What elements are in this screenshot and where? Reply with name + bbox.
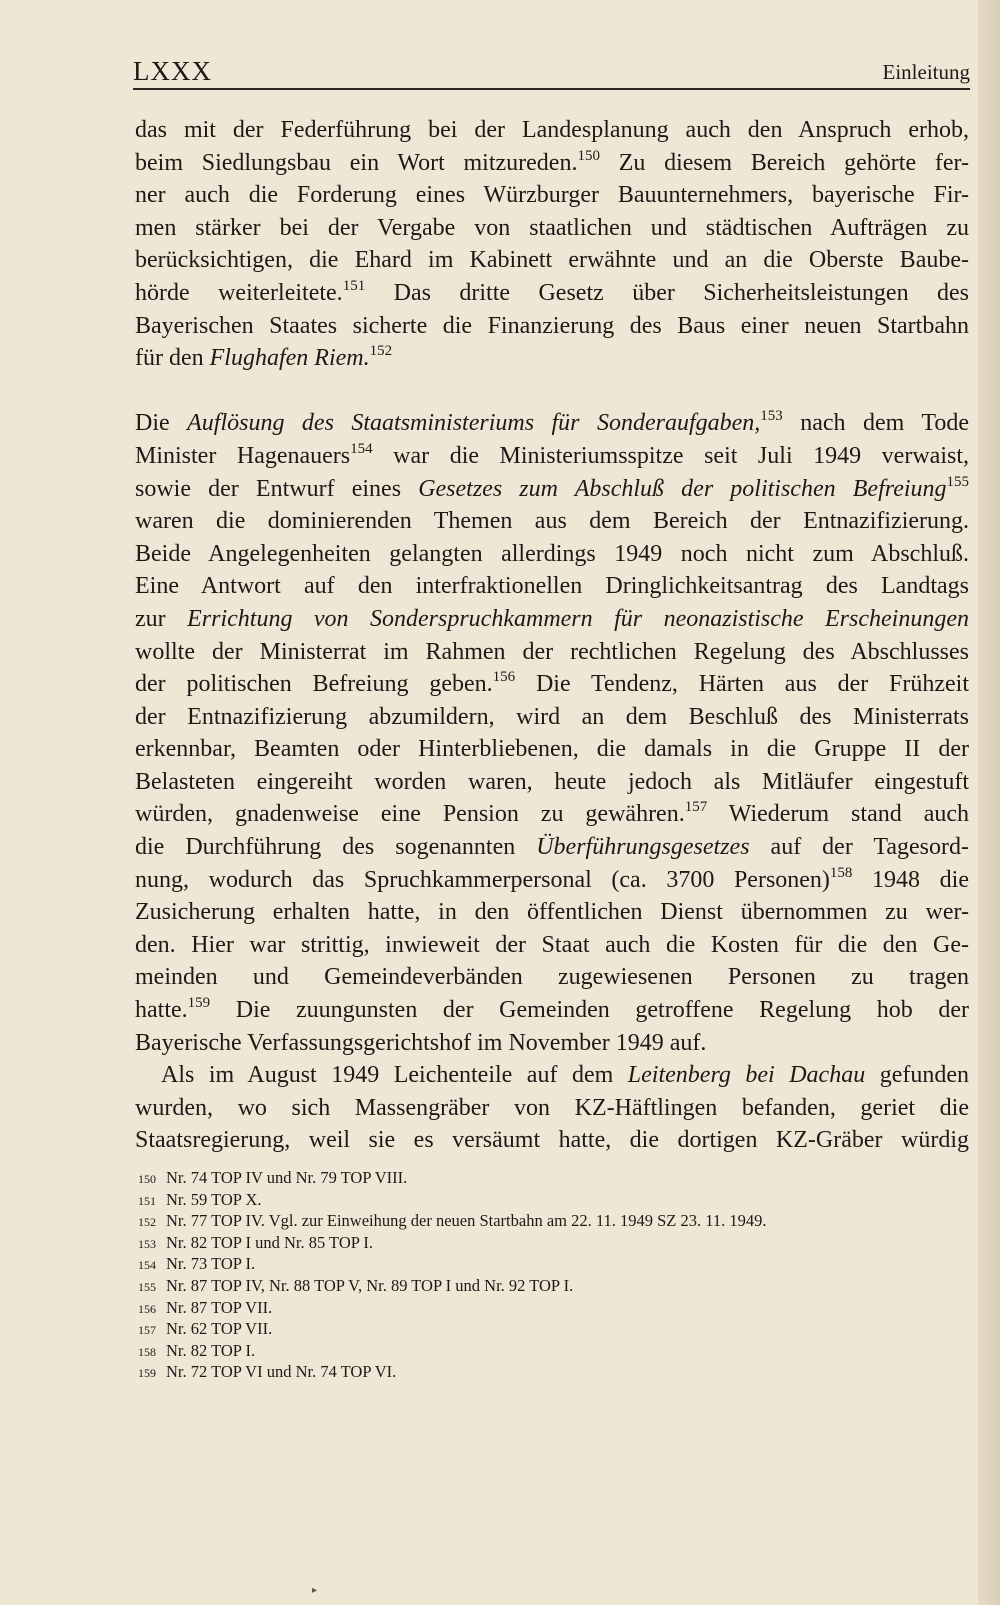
footnote-ref[interactable]: 158 (829, 864, 853, 881)
running-header (133, 52, 970, 86)
text-line: Beide Angelegenheiten gelangten allerdings 1949 noch nicht zum Abschluß. (135, 540, 969, 567)
page-number: LXXX (133, 56, 212, 86)
main-text (135, 114, 969, 1157)
footnote-ref[interactable]: 150 (577, 147, 600, 164)
text-line: Zusicherung erhalten hatte, in den öffentlichen Dienst übernommen zu wer- (135, 899, 969, 926)
text-line: berücksichtigen, die Ehard im Kabinett erwähnte und an die Oberste Baube- (135, 247, 969, 274)
text-line: Minister Hagenauers$^{154}$ war die Ministeriumsspitze seit Juli 1949 verwaist, (135, 440, 969, 469)
text-line: waren die dominierenden Themen aus dem Bereich der Entnazifizierung. (135, 508, 969, 535)
footnote: 154 Nr. 73 TOP I. (138, 1254, 256, 1274)
text-line: Eine Antwort auf den interfraktionellen Dringlichkeitsantrag des Landtags (135, 573, 969, 600)
text-line: Bayerische Verfassungsgerichtshof im November 1949 auf. (135, 1029, 707, 1056)
footnote: 157 Nr. 62 TOP VII. (138, 1319, 273, 1339)
footnote: 151 Nr. 59 TOP X. (138, 1189, 262, 1209)
footnote-ref[interactable]: 154 (350, 440, 373, 457)
footnote-ref[interactable]: 152 (369, 343, 393, 360)
text-line: Als im August 1949 Leichenteile auf dem Leitenberg bei Dachau gefunden (161, 1062, 970, 1089)
text-line: Bayerischen Staates sicherte die Finanzierung des Baus einer neuen Startbahn (135, 312, 969, 339)
footnote-ref[interactable]: 151 (342, 277, 366, 294)
footnote-ref[interactable]: 159 (187, 995, 211, 1012)
text-line: den. Hier war strittig, inwieweit der Staat auch die Kosten für die den Ge- (135, 931, 969, 958)
text-line: erkennbar, Beamten oder Hinterbliebenen, die damals in die Gruppe II der (135, 736, 969, 763)
text-line: men stärker bei der Vergabe von staatlichen und städtischen Aufträgen zu (135, 214, 969, 241)
text-line: meinden und Gemeindeverbänden zugewiesenen Personen zu tragen (135, 964, 969, 991)
text-line: nung, wodurch das Spruchkammerpersonal (ca. 3700 Personen)$^{158}$ 1948 die (135, 864, 969, 893)
text-line: wollte der Ministerrat im Rahmen der rechtlichen Regelung des Abschlusses (135, 638, 969, 665)
footnote-ref[interactable]: 156 (492, 669, 516, 686)
text-line: würden, gnadenweise eine Pension zu gewähren.$^{157}$ Wiederum stand auch (135, 799, 969, 828)
text-line: hörde weiterleitete.$^{151}$ Das dritte Gesetz über Sicherheitsleistungen des (135, 277, 969, 306)
text-line: Die Auflösung des Staatsministeriums für Sonderaufgaben,$^{153}$ nach dem Tode (135, 408, 970, 437)
footnote: 156 Nr. 87 TOP VII. (138, 1297, 273, 1317)
text-line: hatte.$^{159}$ Die zuungunsten der Gemeinden getroffene Regelung hob der (135, 995, 969, 1024)
text-line: die Durchführung des sogenannten Überführungsgesetzes auf der Tagesord- (135, 834, 969, 861)
text-line: sowie der Entwurf eines Gesetzes zum Abschluß der politischen Befreiung$^{155}$ (135, 473, 970, 502)
footnote-ref[interactable]: 157 (684, 799, 708, 816)
text-line: für den Flughafen Riem.$^{152}$ (135, 343, 393, 372)
text-line: beim Siedlungsbau ein Wort mitzureden.$^{150}$ Zu diesem Bereich gehörte fer- (135, 147, 969, 176)
paragraph-gap (135, 375, 969, 408)
header-rule (133, 88, 970, 90)
footnote: 152 Nr. 77 TOP IV. Vgl. zur Einweihung der neuen Startbahn am 22. 11. 1949 SZ 23. 11. 1949. (138, 1211, 767, 1231)
running-title: Einleitung (882, 60, 970, 84)
footnote: 153 Nr. 82 TOP I und Nr. 85 TOP I. (138, 1232, 374, 1252)
text-line: der politischen Befreiung geben.$^{156}$ Die Tendenz, Härten aus der Frühzeit (135, 669, 970, 698)
footnote: 159 Nr. 72 TOP VI und Nr. 74 TOP VI. (138, 1362, 397, 1382)
text-line: Staatsregierung, weil sie es versäumt hatte, die dortigen KZ-Gräber würdig (135, 1127, 969, 1154)
text-line: Belasteten eingereiht worden waren, heute jedoch als Mitläufer eingestuft (135, 768, 969, 795)
text-line: das mit der Federführung bei der Landesplanung auch den Anspruch erhob, (135, 117, 969, 143)
footnote-ref[interactable]: 155 (946, 473, 970, 490)
footnote: 158 Nr. 82 TOP I. (138, 1340, 256, 1360)
footnote: 150 Nr. 74 TOP IV und Nr. 79 TOP VIII. (138, 1168, 408, 1187)
text-line: ner auch die Forderung eines Würzburger Bauunternehmers, bayerische Fir- (135, 182, 969, 209)
text-line: zur Errichtung von Sonderspruchkammern für neonazistische Erscheinungen (135, 605, 969, 632)
footnote: 155 Nr. 87 TOP IV, Nr. 88 TOP V, Nr. 89 TOP I und Nr. 92 TOP I. (138, 1275, 574, 1295)
footnotes (138, 1167, 968, 1383)
bottom-mark: ▸ (312, 1585, 318, 1596)
footnote-ref[interactable]: 153 (760, 408, 783, 425)
page-edge (978, 0, 1000, 1605)
text-line: wurden, wo sich Massengräber von KZ-Häftlingen befanden, geriet die (135, 1094, 969, 1121)
text-line: der Entnazifizierung abzumildern, wird an dem Beschluß des Ministerrats (135, 703, 969, 730)
